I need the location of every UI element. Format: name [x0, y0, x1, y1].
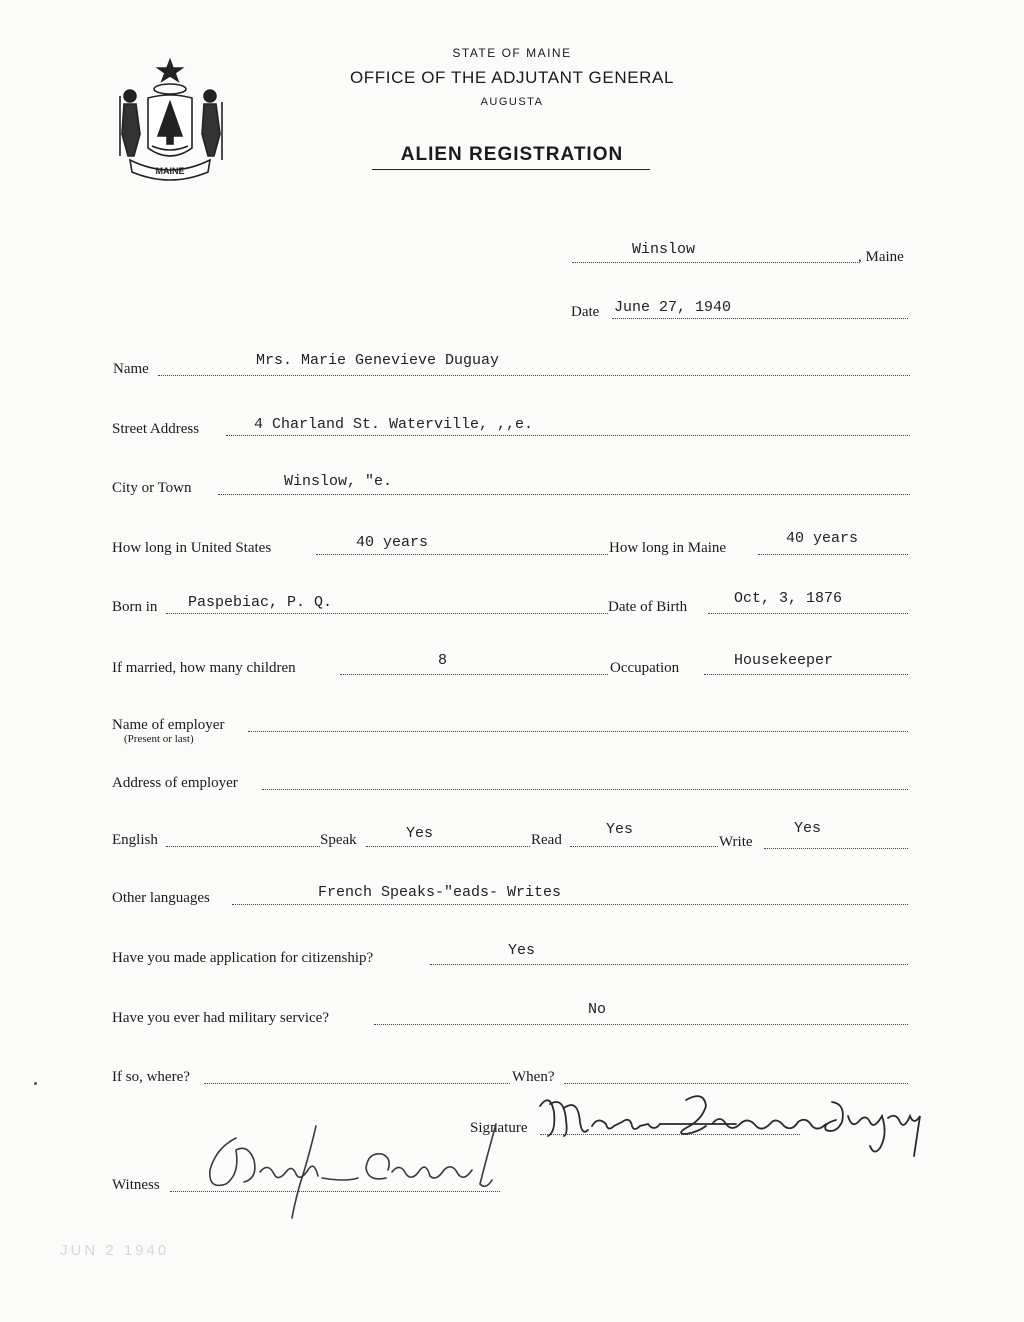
- children-value: 8: [438, 652, 448, 669]
- form-title: ALIEN REGISTRATION: [400, 144, 624, 165]
- other-languages-value: French Speaks-"eads- Writes: [318, 884, 562, 901]
- speak-value: Yes: [406, 825, 434, 842]
- citizenship-label: Have you made application for citizenship?: [112, 950, 374, 966]
- received-stamp: JUN 2 1940: [60, 1242, 170, 1259]
- dob-value: Oct, 3, 1876: [734, 590, 843, 607]
- born-value: Paspebiac, P. Q.: [188, 594, 333, 611]
- employer-line: [248, 731, 908, 732]
- write-line: [764, 848, 908, 849]
- born-label: Born in: [112, 599, 158, 615]
- witness-label: Witness: [112, 1177, 160, 1193]
- employer-address-label: Address of employer: [112, 775, 238, 791]
- us-duration-line: [316, 554, 608, 555]
- us-duration-label: How long in United States: [112, 540, 272, 556]
- citizenship-value: Yes: [508, 942, 536, 959]
- town-suffix: , Maine: [858, 249, 904, 265]
- dob-label: Date of Birth: [608, 599, 688, 615]
- maine-duration-label: How long in Maine: [609, 540, 727, 556]
- svg-text:MAINE: MAINE: [155, 166, 185, 176]
- name-value: Mrs. Marie Genevieve Duguay: [256, 352, 500, 369]
- other-languages-label: Other languages: [112, 890, 210, 906]
- date-line: [612, 318, 908, 319]
- read-line: [570, 846, 718, 847]
- street-value: 4 Charland St. Waterville, ,,e.: [254, 416, 534, 433]
- witness-handwriting: [196, 1120, 526, 1220]
- name-line: [158, 375, 910, 376]
- speak-label: Speak: [320, 832, 357, 848]
- children-line: [340, 674, 608, 675]
- date-value: June 27, 1940: [614, 299, 732, 316]
- occupation-line: [704, 674, 908, 675]
- write-label: Write: [719, 834, 753, 850]
- city-value: Winslow, "e.: [284, 473, 393, 490]
- title-underline: [372, 169, 650, 170]
- born-line: [166, 613, 608, 614]
- military-line: [374, 1024, 908, 1025]
- header-state: STATE OF MAINE: [452, 46, 572, 60]
- header-city: AUGUSTA: [480, 96, 544, 108]
- signature-label: Signature: [470, 1120, 528, 1136]
- town-line: [572, 262, 858, 263]
- city-label: City or Town: [112, 480, 192, 496]
- read-value: Yes: [606, 821, 634, 838]
- city-line: [218, 494, 910, 495]
- date-label: Date: [571, 304, 600, 320]
- citizenship-line: [430, 964, 908, 965]
- header-office: OFFICE OF THE ADJUTANT GENERAL: [349, 68, 675, 87]
- read-label: Read: [531, 832, 562, 848]
- where-label: If so, where?: [112, 1069, 190, 1085]
- english-line: [166, 846, 320, 847]
- street-line: [226, 435, 910, 436]
- write-value: Yes: [794, 820, 822, 837]
- children-label: If married, how many children: [112, 660, 296, 676]
- employer-address-line: [262, 789, 908, 790]
- name-label: Name: [113, 361, 149, 377]
- speak-line: [366, 846, 530, 847]
- when-line: [564, 1083, 908, 1084]
- maine-duration-value: 40 years: [786, 530, 859, 547]
- dob-line: [708, 613, 908, 614]
- occupation-label: Occupation: [610, 660, 680, 676]
- occupation-value: Housekeeper: [734, 652, 834, 669]
- when-label: When?: [512, 1069, 555, 1085]
- street-label: Street Address: [112, 421, 200, 437]
- us-duration-value: 40 years: [356, 534, 429, 551]
- other-languages-line: [232, 904, 908, 905]
- english-label: English: [112, 832, 158, 848]
- military-value: No: [588, 1001, 607, 1018]
- employer-label: Name of employer: [112, 717, 225, 733]
- paper-speck: [34, 1082, 37, 1085]
- signature-handwriting: [536, 1086, 936, 1166]
- where-line: [204, 1083, 510, 1084]
- town-value: Winslow: [632, 241, 696, 258]
- maine-duration-line: [758, 554, 908, 555]
- employer-sublabel: (Present or last): [124, 733, 194, 745]
- military-label: Have you ever had military service?: [112, 1010, 329, 1026]
